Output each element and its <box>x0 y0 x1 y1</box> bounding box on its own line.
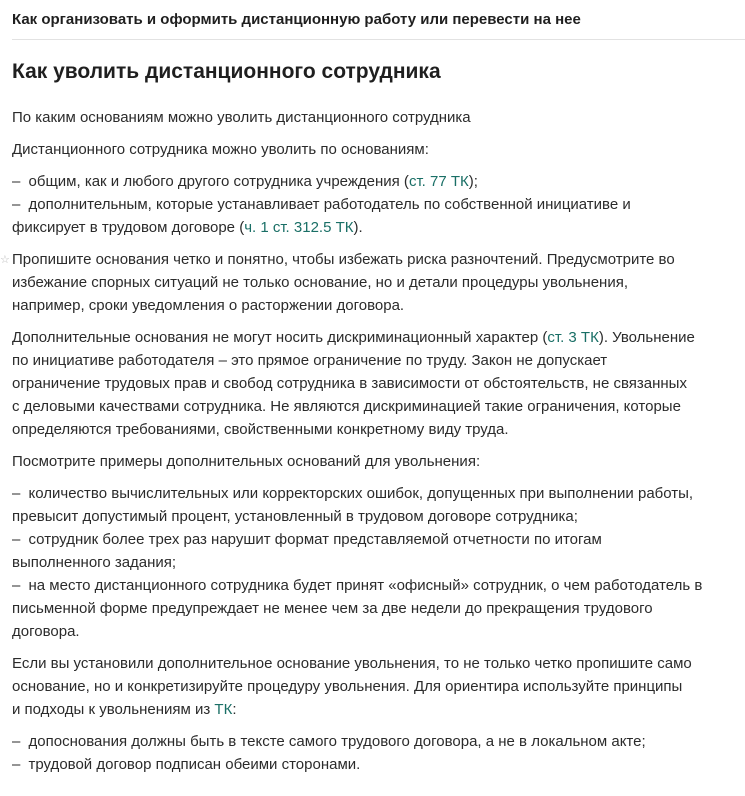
paragraph-examples-intro: Посмотрите примеры дополнительных оснований для увольнения: <box>12 453 481 470</box>
list-item-continuation: превысит допустимый процент, установленный в трудовом договоре сотрудника; <box>12 508 578 525</box>
list-dash: – <box>12 733 21 750</box>
paragraph-procedure <box>12 652 742 721</box>
text-line: например, сроки уведомления о расторжении договора. <box>12 297 405 314</box>
list-item-text: трудовой договор подписан обеими сторонами. <box>28 756 361 773</box>
grounds-list <box>12 170 742 239</box>
list-dash: – <box>12 485 21 502</box>
paragraph-intro: Дистанционного сотрудника можно уволить по основаниям: <box>12 141 429 158</box>
list-item-continuation <box>12 216 742 239</box>
list-item <box>12 528 742 551</box>
link-article-77[interactable]: ст. 77 ТК <box>408 173 469 190</box>
list-item <box>12 193 742 216</box>
text-segment: : <box>232 701 237 718</box>
list-item-text: дополнительным, которые устанавливает работодатель по собственной инициативе и <box>28 196 631 213</box>
text-line: определяются требованиями, свойственными конкретному виду труда. <box>12 421 509 438</box>
link-article-3[interactable]: ст. 3 ТК <box>547 329 599 346</box>
paragraph-advice <box>0 248 742 317</box>
text-segment: Дополнительные основания не могут носить дискриминационный характер ( <box>12 329 548 346</box>
list-dash: – <box>12 531 21 548</box>
page-title: Как организовать и оформить дистанционную работу или перевести на нее <box>12 11 581 28</box>
text-segment: и подходы к увольнениям из <box>12 701 215 718</box>
list-item <box>12 482 742 505</box>
list-item-continuation: выполненного задания; <box>12 554 177 571</box>
text-line: избежание спорных ситуаций не только основание, но и детали процедуры увольнения, <box>12 274 629 291</box>
text-line: с деловыми качествами сотрудника. Не являются дискриминацией такие ограничения, которые <box>12 398 681 415</box>
header-divider <box>12 39 745 40</box>
list-item <box>12 574 742 597</box>
examples-list <box>12 482 742 643</box>
list-item-text: на место дистанционного сотрудника будет принят «офисный» сотрудник, о чем работодатель в <box>28 577 703 594</box>
bookmark-star-icon[interactable]: ☆ <box>0 254 10 266</box>
text-line: Если вы установили дополнительное основание увольнения, то не только четко пропишите само <box>12 655 692 672</box>
list-item-text: фиксирует в трудовом договоре ( <box>12 219 245 236</box>
list-item-text-end: ). <box>353 219 363 236</box>
article-body <box>0 58 742 785</box>
list-dash: – <box>12 196 21 213</box>
paragraph-discrimination <box>12 326 742 441</box>
list-item-text-end: ); <box>468 173 478 190</box>
list-item-text: количество вычислительных или корректорских ошибок, допущенных при выполнении работы, <box>28 485 694 502</box>
list-item-text: допоснования должны быть в тексте самого трудового договора, а не в локальном акте; <box>28 733 646 750</box>
section-heading: Как уволить дистанционного сотрудника <box>12 60 441 83</box>
text-line: основание, но и конкретизируйте процедуру увольнения. Для ориентира используйте принципы <box>12 678 683 695</box>
list-item <box>12 730 742 753</box>
list-item-continuation: письменной форме предупреждает не менее чем за две недели до прекращения трудового <box>12 600 653 617</box>
principles-list <box>12 730 742 776</box>
text-line: по инициативе работодателя – это прямое ограничение по труду. Закон не допускает <box>12 352 608 369</box>
list-dash: – <box>12 756 21 773</box>
list-dash: – <box>12 577 21 594</box>
link-labor-code[interactable]: ТК <box>214 701 233 718</box>
list-item-text: сотрудник более трех раз нарушит формат представляемой отчетности по итогам <box>28 531 602 548</box>
text-line <box>12 698 742 721</box>
link-article-312-5[interactable]: ч. 1 ст. 312.5 ТК <box>244 219 354 236</box>
list-item <box>12 170 742 193</box>
list-item <box>12 753 742 776</box>
paragraph-question: По каким основаниям можно уволить дистанционного сотрудника <box>12 109 471 126</box>
list-dash: – <box>12 173 21 190</box>
list-item-text: общим, как и любого другого сотрудника учреждения ( <box>28 173 409 190</box>
text-line: Пропишите основания четко и понятно, чтобы избежать риска разночтений. Предусмотрите во <box>12 251 675 268</box>
text-segment: ). Увольнение <box>598 329 695 346</box>
text-line <box>12 326 742 349</box>
list-item-continuation: договора. <box>12 623 80 640</box>
text-line: ограничение трудовых прав и свобод сотрудника в зависимости от обстоятельств, не связанных <box>12 375 687 392</box>
